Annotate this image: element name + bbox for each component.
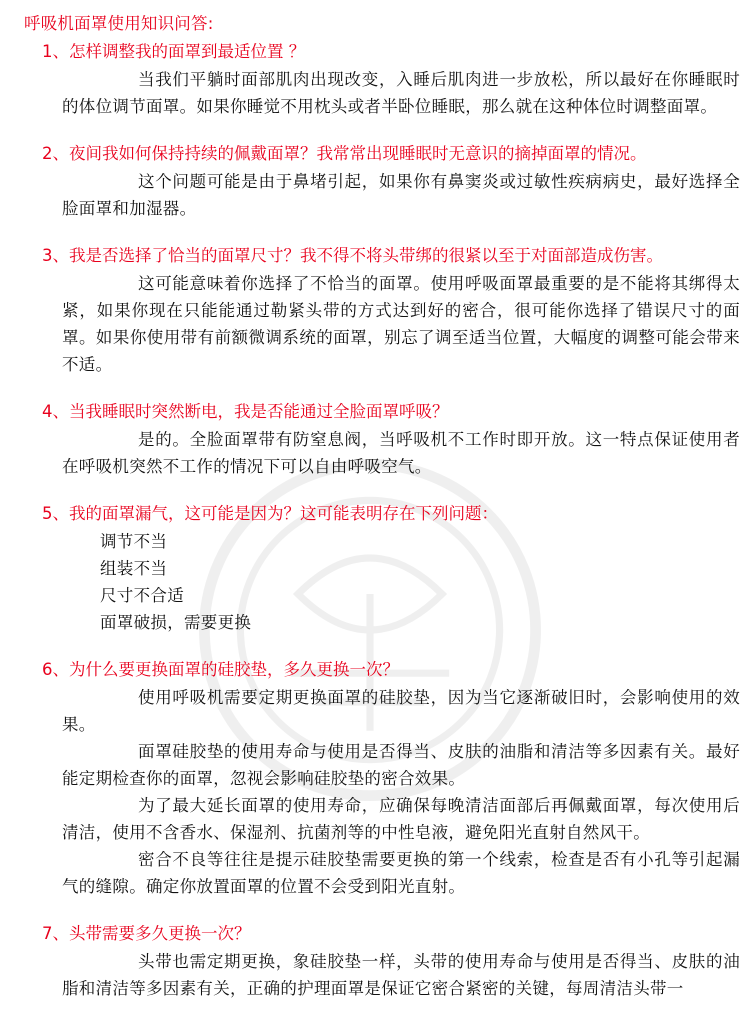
qa-item-7 <box>24 922 740 1002</box>
answer-paragraph: 头带也需定期更换，象硅胶垫一样，头带的使用寿命与使用是否得当、皮肤的油脂和清洁等多因素有关，正确的护理面罩是保证它密合紧密的关键，每周清洁头带一 <box>62 952 740 998</box>
document <box>24 12 740 1002</box>
list-item: 面罩破损，需要更换 <box>100 613 252 632</box>
answer-paragraph: 面罩硅胶垫的使用寿命与使用是否得当、皮肤的油脂和清洁等多因素有关。最好能定期检查你的面罩，忽视会影响硅胶垫的密合效果。 <box>62 742 740 788</box>
qa-item-1 <box>24 40 740 120</box>
answer-paragraph: 为了最大延长面罩的使用寿命，应确保每晚清洁面部后再佩戴面罩，每次使用后清洁，使用不含香水、保湿剂、抗菌剂等的中性皂液，避免阳光直射自然风干。 <box>62 796 740 842</box>
list-item: 调节不当 <box>100 532 168 551</box>
question: 3、我是否选择了恰当的面罩尺寸？我不得不将头带绑的很紧以至于对面部造成伤害。 <box>42 246 663 265</box>
answer-paragraph: 是的。全脸面罩带有防窒息阀，当呼吸机不工作时即开放。这一特点保证使用者在呼吸机突然不工作的情况下可以自由呼吸空气。 <box>62 430 740 476</box>
list-item: 尺寸不合适 <box>100 586 184 605</box>
answer-paragraph: 密合不良等往往是提示硅胶垫需要更换的第一个线索，检查是否有小孔等引起漏气的缝隙。确定你放置面罩的位置不会受到阳光直射。 <box>62 850 740 896</box>
question: 4、当我睡眠时突然断电，我是否能通过全脸面罩呼吸？ <box>42 402 449 421</box>
qa-item-4 <box>24 400 740 480</box>
answer-paragraph: 使用呼吸机需要定期更换面罩的硅胶垫，因为当它逐渐破旧时，会影响使用的效果。 <box>62 688 740 734</box>
question: 5、我的面罩漏气，这可能是因为？这可能表明存在下列问题： <box>42 504 498 523</box>
qa-item-6 <box>24 658 740 900</box>
qa-item-5 <box>24 502 740 636</box>
answer-paragraph: 这可能意味着你选择了不恰当的面罩。使用呼吸面罩最重要的是不能将其绑得太紧，如果你现在只能能通过勒紧头带的方式达到好的密合，很可能你选择了错误尺寸的面罩。如果你使用带有前额微调系统的面罩，别忘了调至适当位置，大幅度的调整可能会带来不适。 <box>62 274 740 374</box>
qa-item-3 <box>24 244 740 378</box>
answer-paragraph: 当我们平躺时面部肌肉出现改变，入睡后肌肉进一步放松，所以最好在你睡眠时的体位调节面罩。如果你睡觉不用枕头或者半卧位睡眠，那么就在这种体位时调整面罩。 <box>62 70 740 116</box>
list-item: 组装不当 <box>100 559 168 578</box>
qa-item-2 <box>24 142 740 222</box>
question: 6、为什么要更换面罩的硅胶垫，多久更换一次？ <box>42 660 399 679</box>
question: 7、头带需要多久更换一次？ <box>42 924 251 943</box>
question: 2、夜间我如何保持持续的佩戴面罩？我常常出现睡眠时无意识的摘掉面罩的情况。 <box>42 144 647 163</box>
answer-paragraph: 这个问题可能是由于鼻堵引起，如果你有鼻窦炎或过敏性疾病病史，最好选择全脸面罩和加湿器。 <box>62 172 740 218</box>
document-title: 呼吸机面罩使用知识问答: <box>24 14 214 33</box>
question: 1、怎样调整我的面罩到最适位置 ？ <box>42 42 306 61</box>
